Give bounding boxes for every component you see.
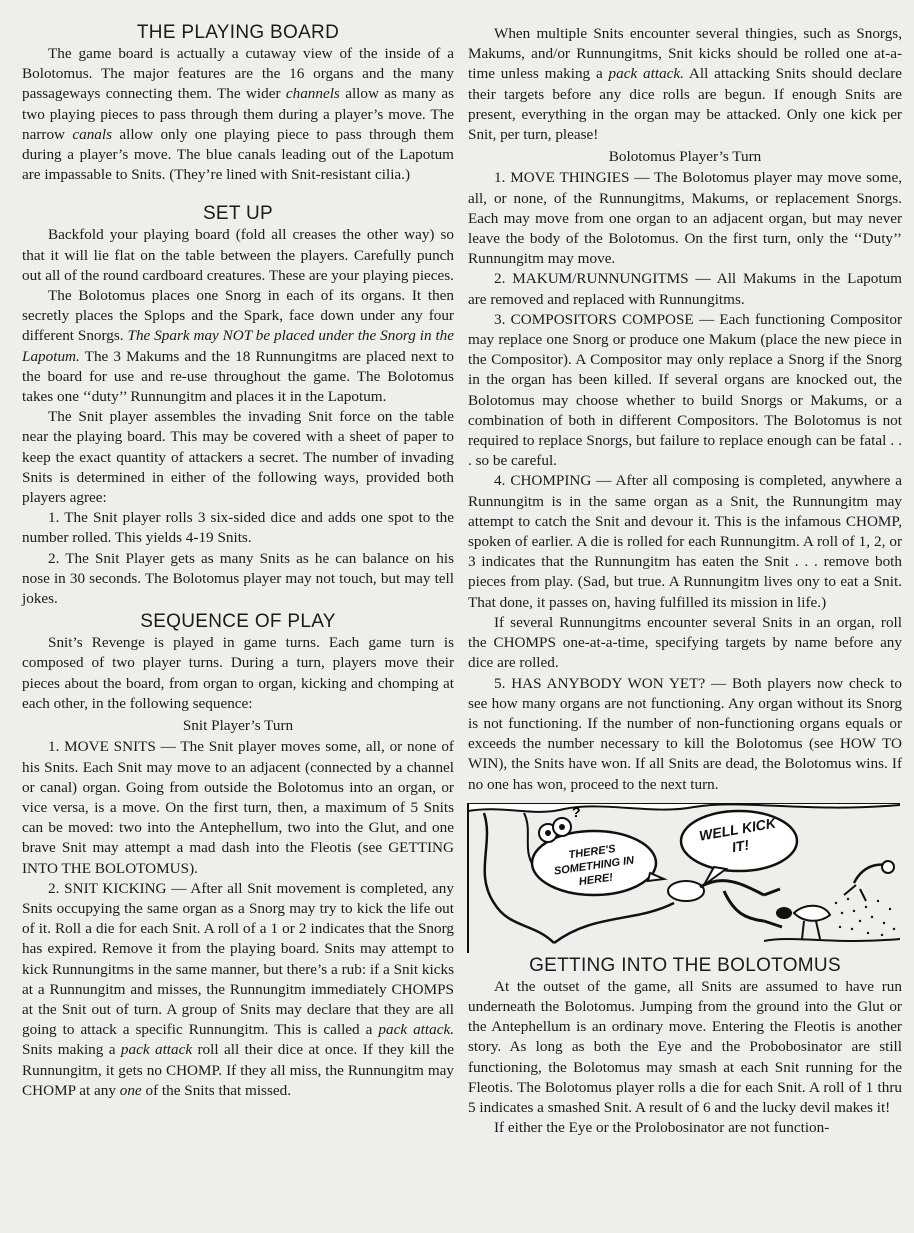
paragraph: 2. SNIT KICKING — After all Snit movement is completed, any Snits occupying the same organ as a Snorg may try to kick the life out of it. Roll a die for each Snit. A roll of a 1 or 2 indicates that the Snorg has expired. Remove it from the playing board. Snits may attempt to kick Runnungitms in the same manner, but there’s a rub: if a Snit kicks at a Runnungitm and misses, the Runnungitm immediately CHOMPS at the Snit out of turn. A group of Snits may declare that they are all going to attack a specific Runnungitm. This is called a pack attack. Snits making a pack attack roll all their dice at once. If they kill the Runnungitm, it gets no CHOMP. If they all miss, the Runnungitm may CHOMP at any one of the Snits that missed. <box>22 879 455 1099</box>
paragraph: 5. HAS ANYBODY WON YET? — Both players now check to see how many organs are not functioning. Any organ without its Snorg is not functioning. If the number of non-functioning organs equals or exceeds the number necessary to kill the Bolotomus (see HOW TO WIN), the Snits have won. If all Snits are dead, the Bolotomus wins. If no one has won, proceed to the next turn. <box>468 674 902 793</box>
cartoon-drawing <box>464 803 900 953</box>
paragraph: 1. MOVE SNITS — The Snit player moves some, all, or none of his Snits. Each Snit may move to an adjacent (connected by a channel or canal) organ. Going from outside the Bolotomus into an organ, or vice versa, is a move. On the first turn, then, a maximum of 5 Snits can be moved: two into the Antephellum, two into the Glut, and one brave Snit may attempt a mad dash into the Fleotis (see GETTING INTO THE BOLOTOMUS). <box>22 738 454 877</box>
paragraph: 1. MOVE THINGIES — The Bolotomus player may move some, all, or none, of the Runnungitms, Makums, or replacement Snorgs. Each may move from one organ to an adjacent organ, but may never leave the body of the Bolotomus. On the first turn, only the ‘‘Duty’’ Runnungitm may move. <box>468 169 902 268</box>
paragraph: 1. The Snit player rolls 3 six-sided dice and adds one spot to the number rolled. This yields 4-19 Snits. <box>22 509 454 547</box>
subheading-snit-turn: Snit Player’s Turn <box>182 717 294 735</box>
speech-bubble-text: THERE'S SOMETHING IN HERE! <box>553 842 635 888</box>
paragraph: 4. CHOMPING — After all composing is completed, anywhere a Runnungitm is in the same organ as a Snit, the Runnungitm may attempt to catch the Snit and devour it. This is the infamous CHOMP, spoken of earlier. A die is rolled for each Runnungitm. A roll of 1, 2, or 3 indicates that the Runnungitm has eaten the Snit . . . remove both pieces from play. (Sad, but true. A Runnungitm lives ony to eat a Snit. That done, it passes on, having fulfilled its mission in life.) <box>468 472 902 611</box>
paragraph: The Bolotomus places one Snorg in each of its organs. It then secretly places the Splops and the Spark, face down under any four different Snorgs. The Spark may NOT be placed under the Snorg in the Lapotum. The 3 Makums and the 18 Runnungitms are placed next to the board for use and re-use throughout the game. The Bolotomus takes one ‘‘duty’’ Runnungitm and places it in the Lapotum. <box>22 287 454 406</box>
paragraph: If either the Eye or the Prolobosinator are not function- <box>494 1119 830 1137</box>
cartoon-illustration <box>464 803 900 953</box>
section-title-getting-into: GETTING INTO THE BOLOTOMUS <box>529 954 841 976</box>
left-column <box>22 22 454 1101</box>
paragraph: Backfold your playing board (fold all creases the other way) so that it will lie flat on the table between the players. Carefully punch out all of the round cardboard creatures. These are your playing pieces. <box>22 226 454 284</box>
paragraph: 3. COMPOSITORS COMPOSE — Each functioning Compositor may replace one Snorg or produce one Makum (place the new piece in the Compositor). A Compositor may only replace a Snorg if the Snorg in the organ has been killed. If several organs are knocked out, the Bolotomus may choose whether to build Snorgs or Makums, or a combination of both in different Compositors. The Bolotomus is not required to replace Snorgs, but failure to replace enough can be fatal . . . so be careful. <box>468 310 902 470</box>
section-title-setup: SET UP <box>202 203 274 225</box>
paragraph: Snit’s Revenge is played in game turns. Each game turn is composed of two player turns. During a turn, players move their pieces about the board, from organ to organ, kicking and chomping at each other, in the following sequence: <box>22 634 454 712</box>
paragraph: 2. The Snit Player gets as many Snits as he can balance on his nose in 30 seconds. The Bolotomus player may not touch, but may tell jokes. <box>22 549 454 608</box>
paragraph: At the outset of the game, all Snits are assumed to have run underneath the Bolotomus. Jumping from the ground into the Glut or the Antephellum is an ordinary move. Entering the Fleotis is another story. As long as both the Eye and the Probobosinator are still functioning, the Bolotomus may smash at each Snit running for the Fleotis. The Bolotomus player rolls a die for each Snit. A roll of 1 thru 5 indicates a smashed Snit. A result of 6 and the lucky devil makes it! <box>468 977 902 1116</box>
svg-text:?: ? <box>572 803 581 820</box>
paragraph: The Snit player assembles the invading Snit force on the table near the playing board. This may be covered with a sheet of paper to keep the exact quantity of attackers a secret. The number of invading Snits is determined in either of the following ways, provided both players agree: <box>22 408 454 507</box>
speech-bubble-text: WELL KICK IT! <box>697 814 777 855</box>
paragraph: If several Runnungitms encounter several Snits in an organ, roll the CHOMPS one-at-a-time, specifying targets by name before any dice are rolled. <box>468 613 902 672</box>
paragraph: When multiple Snits encounter several thingies, such as Snorgs, Makums, and/or Runnungitms, Snit kicks should be rolled one at-a-time unless making a pack attack. All attacking Snits should declare their targets before any dice rolls are begun. If enough Snits are present, everything in the organ may be attacked. Only one kick per Snit, per turn, please! <box>468 25 903 144</box>
right-column <box>468 24 902 1138</box>
subheading-bolotomus-turn: Bolotomus Player’s Turn <box>608 148 762 166</box>
section-title-sequence: SEQUENCE OF PLAY <box>140 611 336 633</box>
paragraph: 2. MAKUM/RUNNUNGITMS — All Makums in the Lapotum are removed and replaced with Runnungitms. <box>468 270 902 308</box>
paragraph: The game board is actually a cutaway view of the inside of a Bolotomus. The major features are the 16 organs and the many passageways connecting them. The wider channels allow as many as two playing pieces to pass through them during a player’s move. The narrow canals allow only one playing piece to pass through them during a player’s move. The blue canals leading out of the Lapotum are impassable to Snits. (They’re lined with Snit-resistant cilia.) <box>22 45 454 184</box>
section-title-playing-board: THE PLAYING BOARD <box>136 22 340 43</box>
